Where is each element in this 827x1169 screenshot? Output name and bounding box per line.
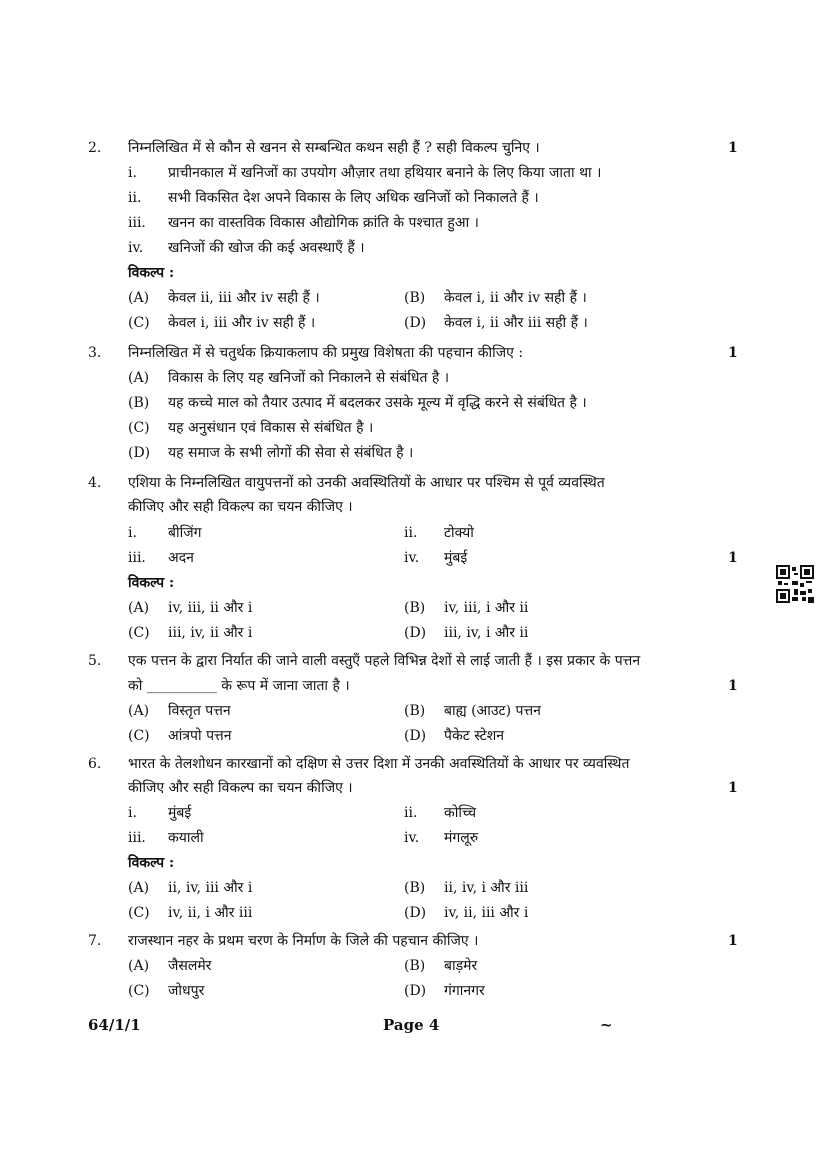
item-text: बीजिंग (168, 525, 202, 541)
item-label: iii. (128, 550, 146, 566)
question-number: 6. (88, 756, 102, 772)
marks: 1 (728, 678, 738, 694)
option-d-text: गंगानगर (444, 983, 485, 999)
item-label: iv. (128, 240, 144, 256)
option-c-text: आंत्रपो पत्तन (168, 728, 232, 744)
option-b-text: iv, iii, i और ii (444, 600, 529, 616)
option-c-label: (C) (128, 728, 150, 744)
option-b-label: (B) (404, 958, 426, 974)
option-a-text: जैसलमेर (168, 958, 212, 974)
option-d-label: (D) (128, 445, 151, 461)
option-a-text: केवल ii, iii और iv सही हैं । (168, 290, 320, 306)
page-number: Page 4 (383, 1016, 440, 1034)
item-text: प्राचीनकाल में खनिजों का उपयोग औज़ार तथा हथियार बनाने के लिए किया जाता था । (168, 165, 602, 181)
options-heading-text: विकल्प : (128, 855, 175, 871)
paper-code: 64/1/1 (88, 1016, 141, 1034)
item-label: i. (128, 165, 137, 181)
item-text: अदन (168, 550, 194, 566)
option-d-label: (D) (404, 728, 427, 744)
item-text: खनिजों की खोज की कई अवस्थाएँ हैं । (168, 240, 365, 256)
marks: 1 (728, 140, 738, 156)
question-text: निम्नलिखित में से कौन से खनन से सम्बन्धित कथन सही हैं ? सही विकल्प चुनिए । (128, 140, 540, 156)
options-heading-text: विकल्प : (128, 575, 175, 591)
option-a-text: विस्तृत पत्तन (168, 703, 231, 719)
question-text-line1: एशिया के निम्नलिखित वायुपत्तनों को उनकी अवस्थितियों के आधार पर पश्चिम से पूर्व व्यवस्थित (128, 475, 605, 491)
option-b-label: (B) (128, 395, 150, 411)
item-text: खनन का वास्तविक विकास औद्योगिक क्रांति के पश्चात हुआ । (168, 215, 479, 231)
option-a-text: iv, iii, ii और i (168, 600, 253, 616)
option-b-text: ii, iv, i और iii (444, 880, 529, 896)
question-number: 3. (88, 345, 102, 361)
option-a-label: (A) (128, 880, 150, 896)
option-d-text: iii, iv, i और ii (444, 625, 529, 641)
marks: 1 (728, 933, 738, 949)
question-number: 7. (88, 933, 102, 949)
option-a-label: (A) (128, 290, 150, 306)
marks: 1 (728, 345, 738, 361)
option-a-text: ii, iv, iii और i (168, 880, 253, 896)
item-label: iv. (404, 550, 420, 566)
option-b-label: (B) (404, 290, 426, 306)
item-text: मंगलूरु (444, 830, 479, 846)
question-text-line1: एक पत्तन के द्वारा निर्यात की जाने वाली वस्तुएँ पहले विभिन्न देशों से लाई जाती हैं । इस प्रकार के पत्तन (128, 653, 641, 669)
options-heading-text: विकल्प : (128, 265, 175, 281)
option-d-text: यह समाज के सभी लोगों की सेवा से संबंधित है । (168, 445, 414, 461)
question-number: 4. (88, 475, 102, 491)
marks: 1 (728, 550, 738, 566)
option-a-label: (A) (128, 958, 150, 974)
option-d-label: (D) (404, 905, 427, 921)
option-c-label: (C) (128, 905, 150, 921)
option-c-text: iii, iv, ii और i (168, 625, 253, 641)
option-c-text: यह अनुसंधान एवं विकास से संबंधित है । (168, 420, 374, 436)
option-b-label: (B) (404, 600, 426, 616)
option-b-text: बाड़मेर (444, 958, 478, 974)
tilde-mark: ~ (600, 1016, 613, 1034)
option-c-label: (C) (128, 983, 150, 999)
item-text: टोक्यो (444, 525, 474, 541)
qr-code-icon (776, 565, 814, 603)
option-c-text: iv, ii, i और iii (168, 905, 253, 921)
item-text: मुंबई (444, 550, 468, 566)
option-b-label: (B) (404, 880, 426, 896)
option-c-text: केवल i, iii और iv सही हैं । (168, 315, 316, 331)
item-label: ii. (404, 805, 418, 821)
option-d-text: iv, ii, iii और i (444, 905, 529, 921)
question-text-line1: भारत के तेलशोधन कारखानों को दक्षिण से उत्तर दिशा में उनकी अवस्थितियों के आधार पर व्यवस्थित (128, 756, 630, 772)
option-b-text: केवल i, ii और iv सही हैं । (444, 290, 587, 306)
option-d-label: (D) (404, 983, 427, 999)
item-label: i. (128, 805, 137, 821)
item-label: iv. (404, 830, 420, 846)
item-label: i. (128, 525, 137, 541)
option-a-label: (A) (128, 703, 150, 719)
question-text-line2: को __________ के रूप में जाना जाता है । (128, 678, 350, 694)
question-text: निम्नलिखित में से चतुर्थक क्रियाकलाप की प्रमुख विशेषता की पहचान कीजिए : (128, 345, 524, 361)
option-c-label: (C) (128, 625, 150, 641)
item-text: मुंबई (168, 805, 192, 821)
option-b-text: यह कच्चे माल को तैयार उत्पाद में बदलकर उसके मूल्य में वृद्धि करने से संबंधित है । (168, 395, 587, 411)
option-d-label: (D) (404, 625, 427, 641)
question-number: 2. (88, 140, 102, 156)
option-c-label: (C) (128, 420, 150, 436)
option-a-label: (A) (128, 600, 150, 616)
item-label: iii. (128, 215, 146, 231)
question-text-line2: कीजिए और सही विकल्प का चयन कीजिए । (128, 499, 353, 515)
marks: 1 (728, 780, 738, 796)
question-text: राजस्थान नहर के प्रथम चरण के निर्माण के जिले की पहचान कीजिए । (128, 933, 479, 949)
option-d-label: (D) (404, 315, 427, 331)
option-a-text: विकास के लिए यह खनिजों को निकालने से संबंधित है । (168, 370, 450, 386)
item-label: ii. (128, 190, 142, 206)
option-b-label: (B) (404, 703, 426, 719)
item-text: कोच्चि (444, 805, 477, 821)
option-c-label: (C) (128, 315, 150, 331)
question-text-line2: कीजिए और सही विकल्प का चयन कीजिए । (128, 780, 353, 796)
item-text: सभी विकसित देश अपने विकास के लिए अधिक खनिजों को निकालते हैं । (168, 190, 539, 206)
question-number: 5. (88, 653, 102, 669)
item-text: कयाली (168, 830, 204, 846)
item-label: iii. (128, 830, 146, 846)
item-label: ii. (404, 525, 418, 541)
option-c-text: जोधपुर (168, 983, 205, 999)
option-d-text: पैकेट स्टेशन (444, 728, 505, 744)
option-b-text: बाह्य (आउट) पत्तन (444, 703, 541, 719)
option-d-text: केवल i, ii और iii सही हैं । (444, 315, 588, 331)
option-a-label: (A) (128, 370, 150, 386)
